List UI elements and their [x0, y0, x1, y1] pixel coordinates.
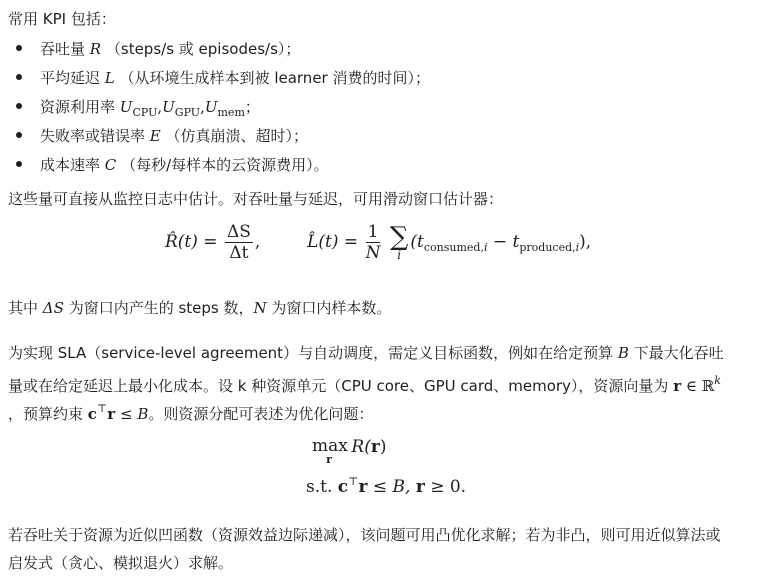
- paragraph-estimation: 这些量可直接从监控日志中估计。对吞吐量与延迟，可用滑动窗口估计器：: [8, 190, 504, 208]
- fraction-latency: $\frac{1}{N}$: [365, 222, 381, 263]
- paragraph-solution-line2: 启发式（贪心、模拟退火）求解。: [8, 554, 234, 572]
- bullet-dot: [16, 161, 22, 167]
- bullet-cost-rate: 成本速率 C （每秒/每样本的云资源费用）。: [40, 156, 329, 174]
- bullet-dot: [16, 74, 22, 80]
- estimator-formula: R̂(t) = $\frac{\Delta S}{\Delta t}$ , L̂(t) = $\frac{1}{N}$ ∑ i $(t_{consumed,i} - t_{produced,i})$,: [165, 221, 592, 263]
- bullet-dot: [16, 103, 22, 109]
- bullet-latency: 平均延迟 L （从环境生成样本到被 learner 消费的时间）；: [40, 69, 430, 87]
- paragraph-sla-line2: 量或在给定延迟上最小化成本。设 k 种资源单元（CPU core、GPU card、memory），资源向量为 r ∈ ℝ$^k$: [8, 374, 721, 395]
- bullet-utilization: 资源利用率 $U_{CPU},U_{GPU},U_{mem}$；: [40, 98, 260, 119]
- bullet-throughput: 吞吐量 R （steps/s 或 episodes/s）；: [40, 40, 301, 58]
- bullet-failure-rate: 失败率或错误率 E （仿真崩溃、超时）；: [40, 127, 309, 145]
- summation-symbol: ∑ i: [389, 221, 409, 262]
- paragraph-where: 其中 ΔS 为窗口内产生的 steps 数，N 为窗口内样本数。: [8, 299, 392, 317]
- bullet-dot: [16, 45, 22, 51]
- bullet-dot: [16, 132, 22, 138]
- optimization-objective: max r R(r): [312, 436, 387, 466]
- paragraph-solution-line1: 若吞吐关于资源为近似凹函数（资源效益边际递减），该问题可用凸优化求解；若为非凸，则可用近似算法或: [8, 526, 721, 544]
- optimization-constraint: s.t. c⊤r ≤ B, r ≥ 0.: [306, 475, 467, 497]
- paragraph-sla-line1: 为实现 SLA（service-level agreement）与自动调度，需定义目标函数，例如在给定预算 B 下最大化吞吐: [8, 344, 724, 362]
- fraction-throughput: $\frac{\Delta S}{\Delta t}$: [226, 222, 251, 263]
- paragraph-sla-line3: ，预算约束 c⊤r ≤ B。则资源分配可表述为优化问题：: [8, 402, 374, 423]
- intro-text: 常用 KPI 包括：: [8, 10, 116, 28]
